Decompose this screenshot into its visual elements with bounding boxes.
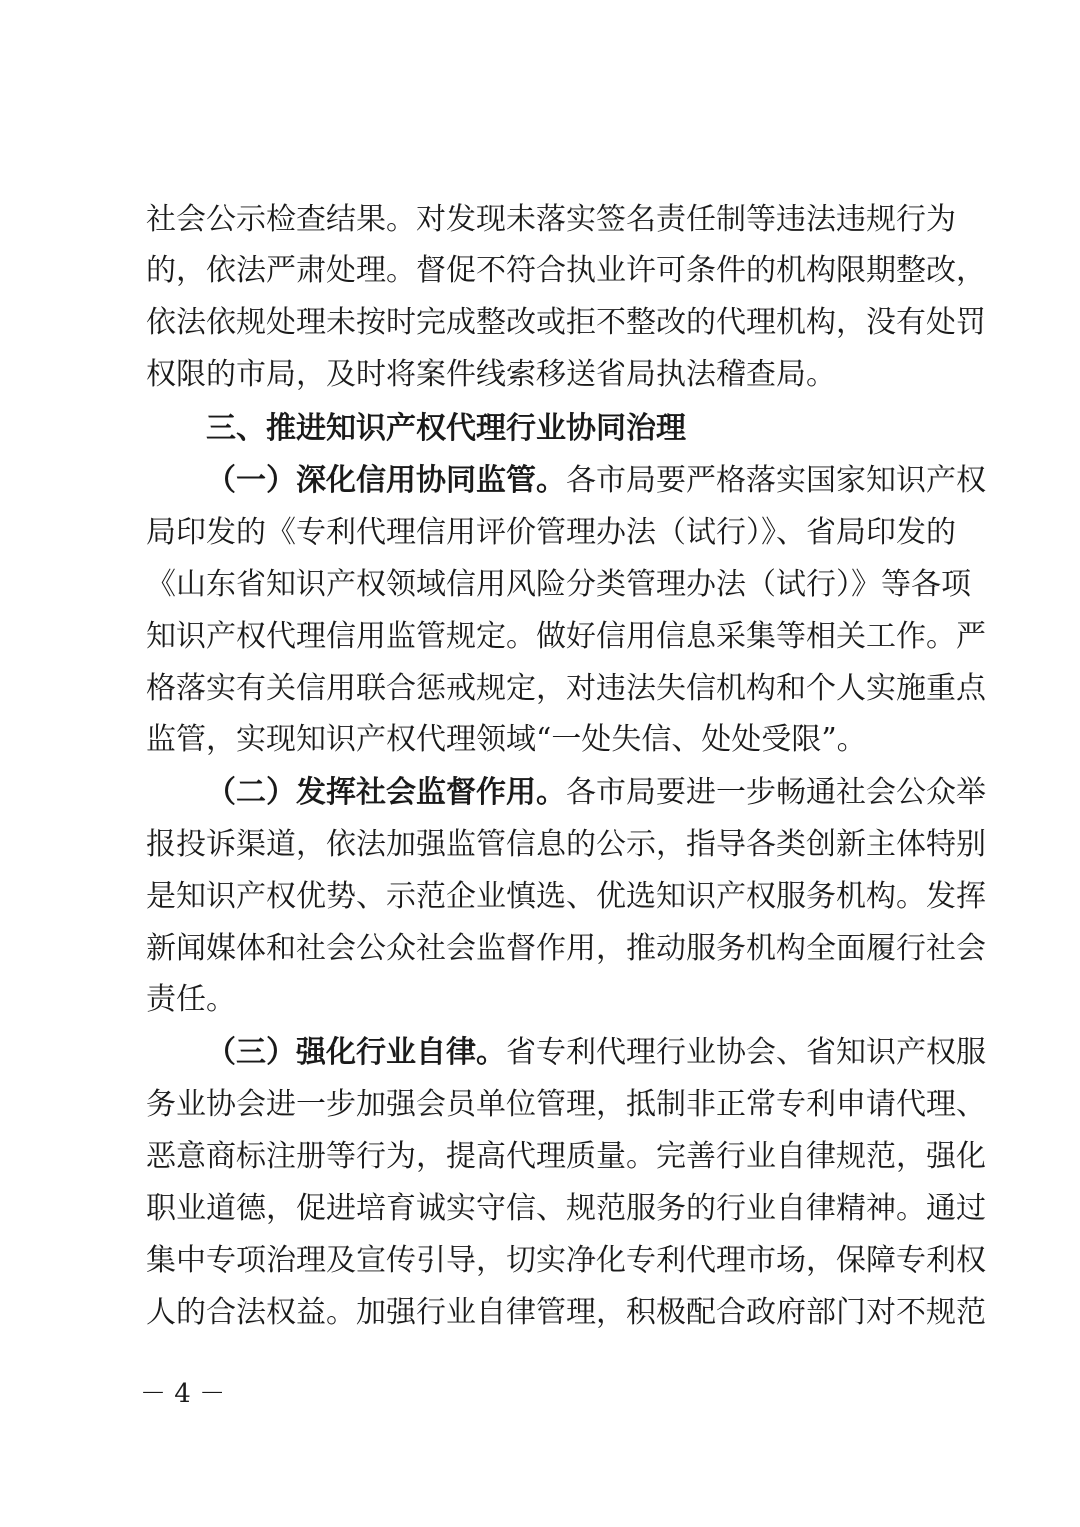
item-2-first-line xyxy=(206,773,986,813)
item-2-line-3: 是知识产权优势、示范企业慎选、优选知识产权服务机构。发挥 xyxy=(146,879,986,914)
paragraph-1-line-3: 依法依规处理未按时完成整改或拒不整改的代理机构，没有处罚 xyxy=(146,305,986,340)
item-2-line-4: 新闻媒体和社会公众社会监督作用，推动服务机构全面履行社会 xyxy=(146,931,986,966)
item-3-line-5: 集中专项治理及宣传引导，切实净化专利代理市场，保障专利权 xyxy=(146,1243,986,1278)
item-3-lead: （三）强化行业自律。 xyxy=(206,1035,506,1070)
item-1-lead: （一）深化信用协同监管。 xyxy=(206,463,566,498)
item-3-line-3: 恶意商标注册等行为，提高代理质量。完善行业自律规范，强化 xyxy=(146,1139,986,1174)
page-number: － 4 － xyxy=(140,1379,226,1409)
item-1-line-4: 知识产权代理信用监管规定。做好信用信息采集等相关工作。严 xyxy=(146,619,986,654)
item-1-line-5: 格落实有关信用联合惩戒规定，对违法失信机构和个人实施重点 xyxy=(146,671,986,706)
item-3-line-2: 务业协会进一步加强会员单位管理，抵制非正常专利申请代理、 xyxy=(146,1087,986,1122)
item-2-line-5: 责任。 xyxy=(146,982,236,1017)
section-heading: 三、推进知识产权代理行业协同治理 xyxy=(206,411,686,446)
item-1-line-3: 《山东省知识产权领域信用风险分类管理办法（试行）》等各项 xyxy=(146,567,971,602)
item-1-line-6: 监管，实现知识产权代理领域“一处失信、处处受限”。 xyxy=(146,722,867,757)
paragraph-1-line-1: 社会公示检查结果。对发现未落实签名责任制等违法违规行为 xyxy=(146,202,956,237)
item-1-line-2: 局印发的《专利代理信用评价管理办法（试行）》、省局印发的 xyxy=(146,515,956,550)
item-3-line-4: 职业道德，促进培育诚实守信、规范服务的行业自律精神。通过 xyxy=(146,1191,986,1226)
item-1-first-line-rest: 各市局要严格落实国家知识产权 xyxy=(566,463,986,498)
item-1-first-line xyxy=(206,461,986,501)
item-2-lead: （二）发挥社会监督作用。 xyxy=(206,775,566,810)
paragraph-1-line-4: 权限的市局，及时将案件线索移送省局执法稽查局。 xyxy=(146,357,836,392)
paragraph-1-line-2: 的，依法严肃处理。督促不符合执业许可条件的机构限期整改， xyxy=(146,253,986,288)
item-2-line-2: 报投诉渠道，依法加强监管信息的公示，指导各类创新主体特别 xyxy=(146,827,986,862)
item-3-first-line-rest: 省专利代理行业协会、省知识产权服 xyxy=(506,1035,986,1070)
item-2-first-line-rest: 各市局要进一步畅通社会公众举 xyxy=(566,775,986,810)
item-3-first-line xyxy=(206,1033,986,1073)
item-3-line-6: 人的合法权益。加强行业自律管理，积极配合政府部门对不规范 xyxy=(146,1295,986,1330)
